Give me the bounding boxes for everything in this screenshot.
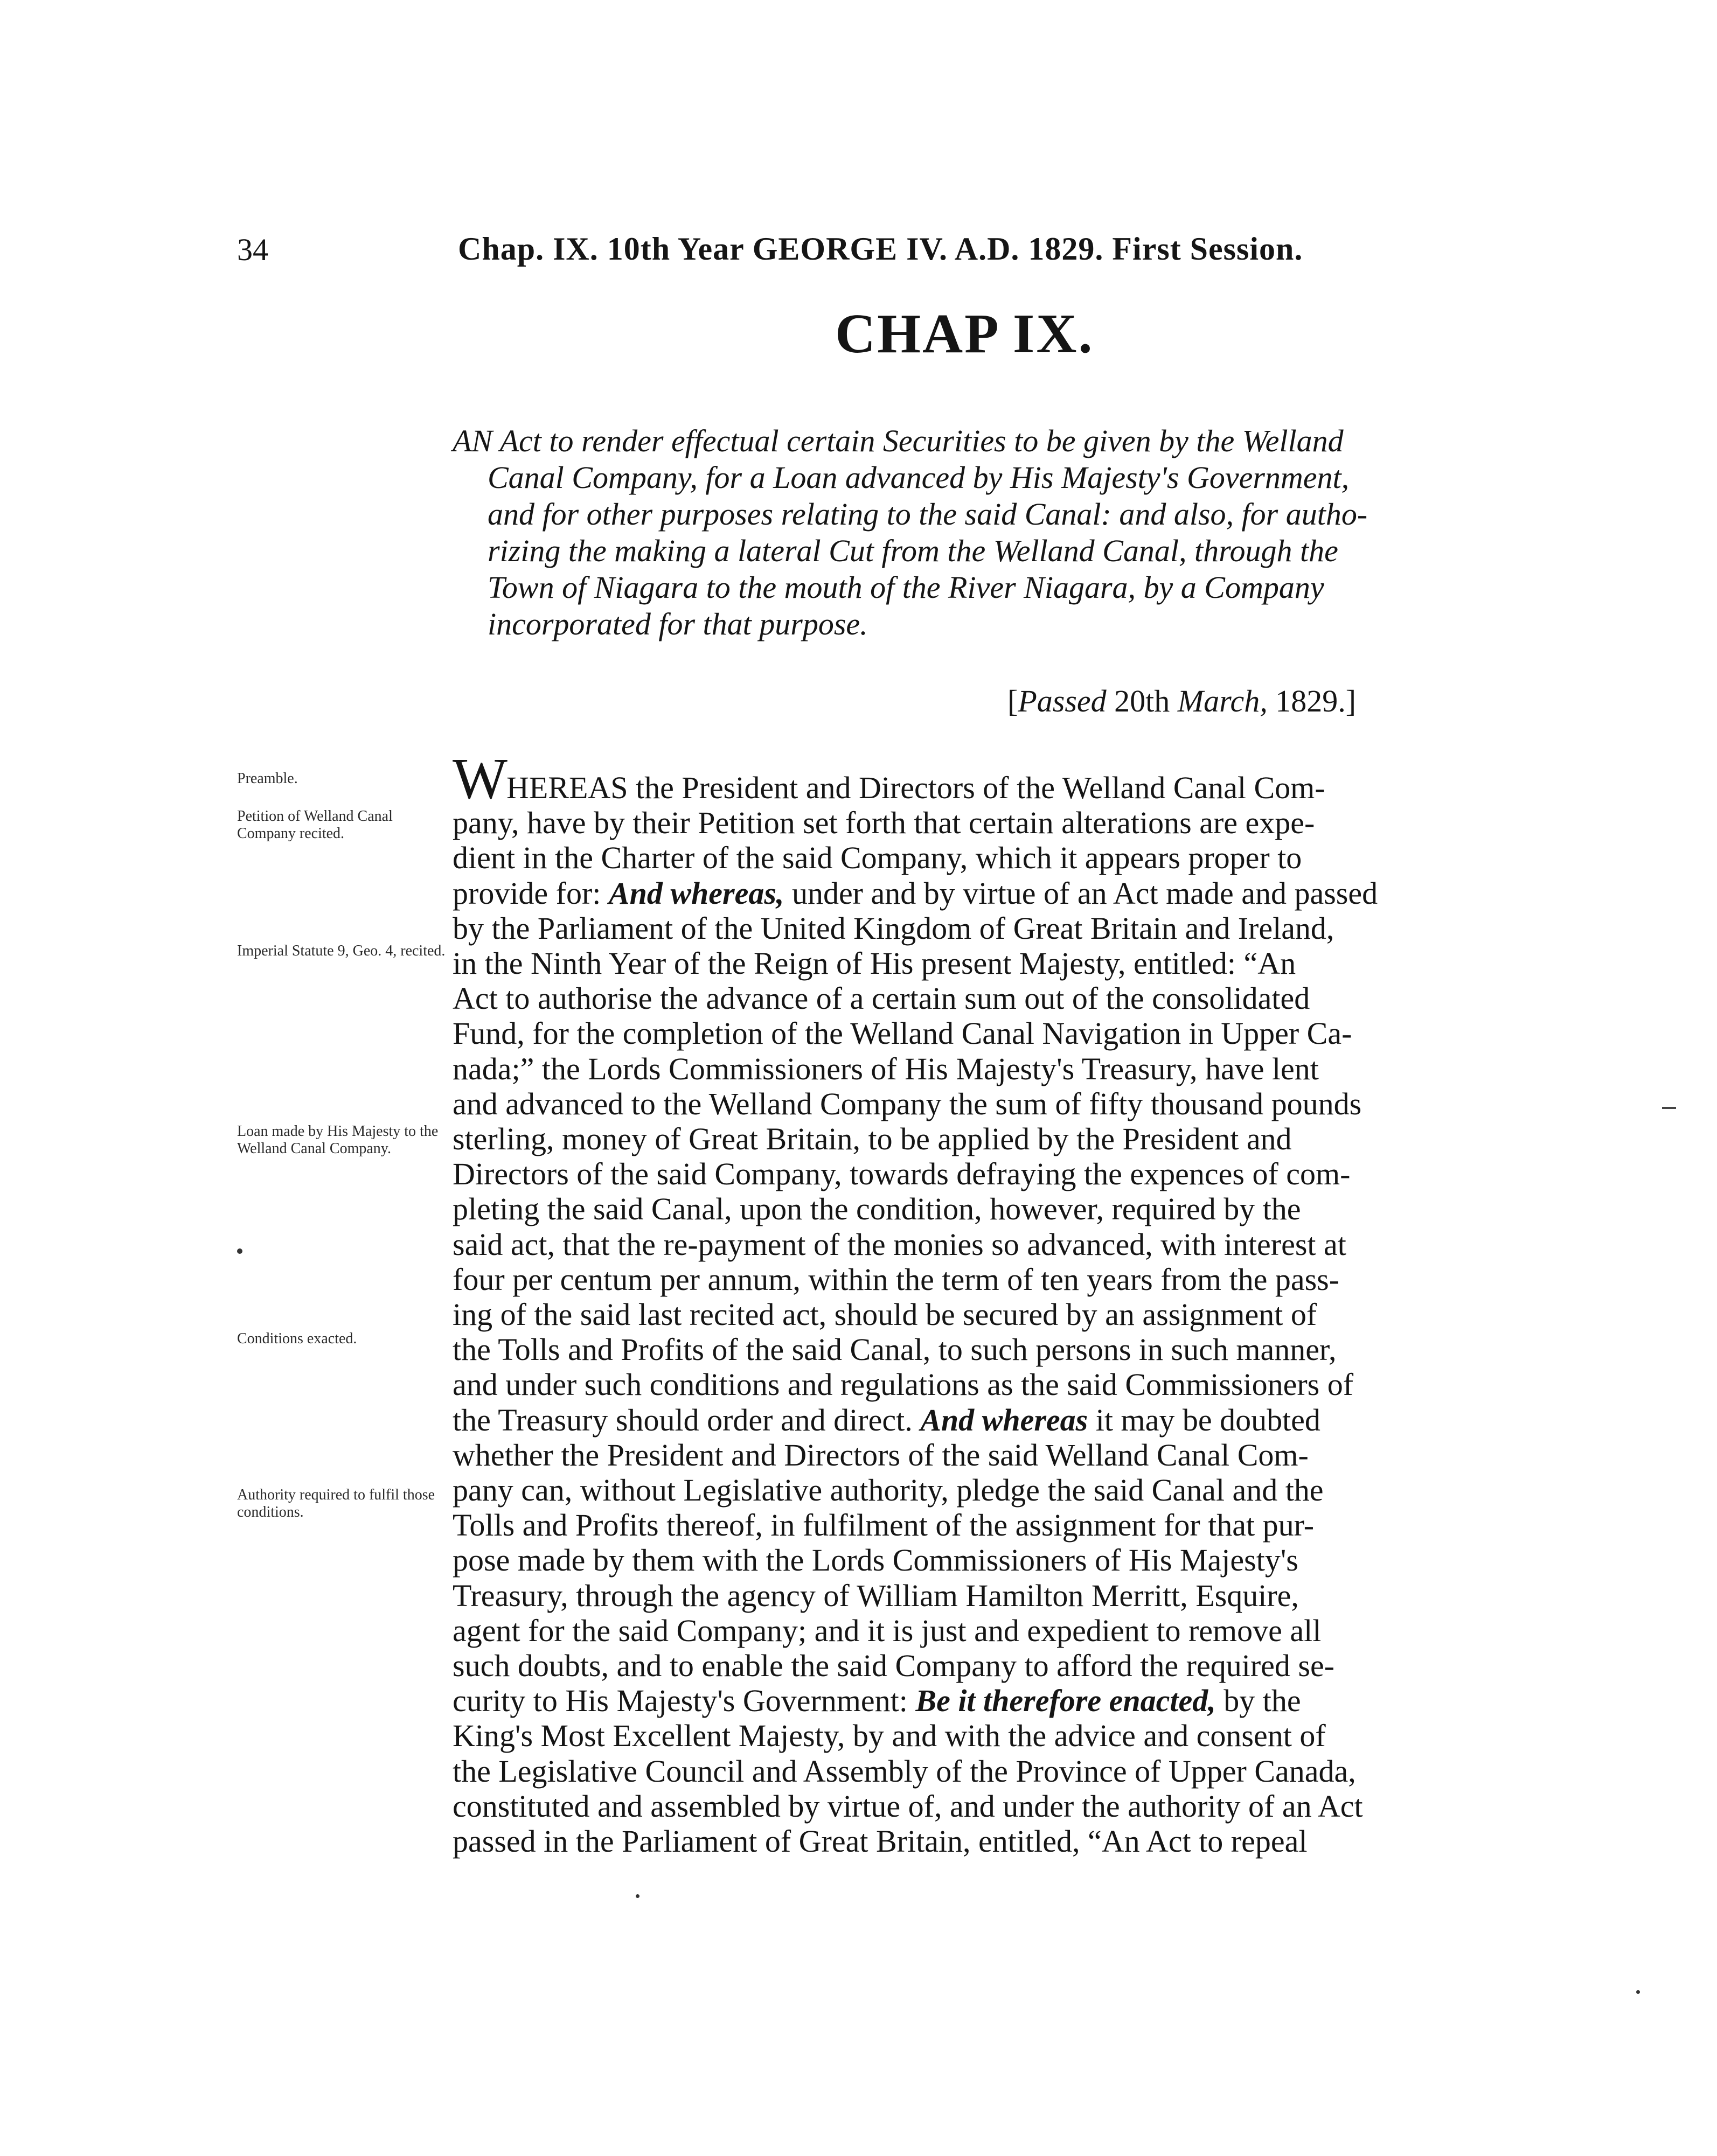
body-line: and advanced to the Welland Company the sum of fifty thousand pounds (453, 1086, 1362, 1121)
body-line: pleting the said Canal, upon the condition, however, required by the (453, 1191, 1301, 1227)
running-head: Chap. IX. 10th Year GEORGE IV. A.D. 1829. First Session. (458, 231, 1303, 267)
chapter-title: CHAP IX. (835, 303, 1094, 365)
body-line: WHEREAS the President and Directors of the Welland Canal Com- (453, 747, 1325, 811)
body-line: provide for: And whereas, under and by virtue of an Act made and passed (453, 875, 1378, 911)
body-line: said act, that the re-payment of the monies so advanced, with interest at (453, 1226, 1346, 1262)
margin-note-loan: Loan made by His Majesty to the Welland Canal Company. (237, 1123, 439, 1157)
margin-note-preamble: Preamble. (237, 770, 298, 787)
body-line: Act to authorise the advance of a certain sum out of the consolidated (453, 981, 1310, 1016)
body-line: four per centum per annum, within the term of ten years from the pass- (453, 1261, 1340, 1297)
body-line: whether the President and Directors of the said Welland Canal Com- (453, 1437, 1309, 1473)
body-line: curity to His Majesty's Government: Be it therefore enacted, by the (453, 1683, 1301, 1719)
ink-speck (237, 1248, 242, 1254)
emphasis: Be it therefore enacted, (915, 1683, 1216, 1719)
body-line: in the Ninth Year of the Reign of His present Majesty, entitled: “An (453, 946, 1296, 981)
passed-year: 1829. (1275, 683, 1346, 718)
body-line: King's Most Excellent Majesty, by and with the advice and consent of (453, 1718, 1326, 1754)
act-title-line: incorporated for that purpose. (488, 606, 868, 641)
act-title-line: rizing the making a lateral Cut from the Welland Canal, through the (488, 533, 1338, 568)
body-line: Tolls and Profits thereof, in fulfilment of the assignment for that pur- (453, 1508, 1315, 1543)
act-title-line: Canal Company, for a Loan advanced by His Majesty's Government, (488, 460, 1350, 495)
body-line: by the Parliament of the United Kingdom of Great Britain and Ireland, (453, 910, 1334, 946)
body-line: and under such conditions and regulations as the said Commissioners of (453, 1367, 1354, 1403)
ink-speck (1636, 1990, 1640, 1994)
margin-note-petition: Petition of Welland Canal Company recited. (237, 808, 393, 842)
drop-cap: W (453, 747, 506, 811)
body-line: such doubts, and to enable the said Company to afford the required se- (453, 1648, 1334, 1684)
page-number: 34 (237, 232, 268, 267)
act-title (453, 423, 1546, 643)
emphasis: And whereas (920, 1402, 1088, 1438)
margin-note-conditions: Conditions exacted. (237, 1330, 357, 1347)
body-line: the Treasury should order and direct. And whereas it may be doubted (453, 1402, 1320, 1438)
passed-day: 20th (1114, 683, 1170, 718)
body-line: passed in the Parliament of Great Britain, entitled, “An Act to repeal (453, 1824, 1308, 1859)
ink-mark (1662, 1107, 1676, 1109)
passed-date: [Passed 20th March, 1829.] (1007, 683, 1357, 718)
body-line: nada;” the Lords Commissioners of His Majesty's Treasury, have lent (453, 1051, 1319, 1086)
body-text (453, 747, 1552, 1859)
body-line: agent for the said Company; and it is just and expedient to remove all (453, 1613, 1322, 1648)
body-line: Fund, for the completion of the Welland Canal Navigation in Upper Ca- (453, 1016, 1352, 1051)
body-line: the Tolls and Profits of the said Canal, to such persons in such manner, (453, 1332, 1337, 1367)
act-title-line: AN Act to render effectual certain Securities to be given by the Welland (453, 423, 1344, 458)
body-line: Directors of the said Company, towards defraying the expences of com- (453, 1156, 1351, 1192)
emphasis: And whereas, (608, 875, 784, 911)
body-line: ing of the said last recited act, should be secured by an assignment of (453, 1297, 1317, 1332)
body-line: constituted and assembled by virtue of, and under the authority of an Act (453, 1788, 1363, 1824)
body-line: the Legislative Council and Assembly of the Province of Upper Canada, (453, 1753, 1356, 1789)
body-line: pose made by them with the Lords Commissioners of His Majesty's (453, 1543, 1298, 1578)
body-line: sterling, money of Great Britain, to be applied by the President and (453, 1121, 1292, 1157)
act-title-line: Town of Niagara to the mouth of the River Niagara, by a Company (488, 570, 1324, 605)
body-line: Treasury, through the agency of William Hamilton Merritt, Esquire, (453, 1578, 1299, 1613)
passed-word: Passed (1018, 683, 1107, 718)
margin-note-authority: Authority required to fulfil those conditions. (237, 1487, 435, 1520)
body-line: pany can, without Legislative authority, pledge the said Canal and the (453, 1473, 1324, 1508)
body-line: dient in the Charter of the said Company, which it appears proper to (453, 840, 1302, 876)
act-title-line: and for other purposes relating to the said Canal: and also, for autho- (488, 497, 1368, 532)
body-line: pany, have by their Petition set forth that certain alterations are expe- (453, 805, 1315, 841)
margin-note-imperial-statute: Imperial Statute 9, Geo. 4, recited. (237, 943, 446, 959)
ink-speck (636, 1894, 639, 1898)
passed-month: March, (1177, 683, 1268, 718)
